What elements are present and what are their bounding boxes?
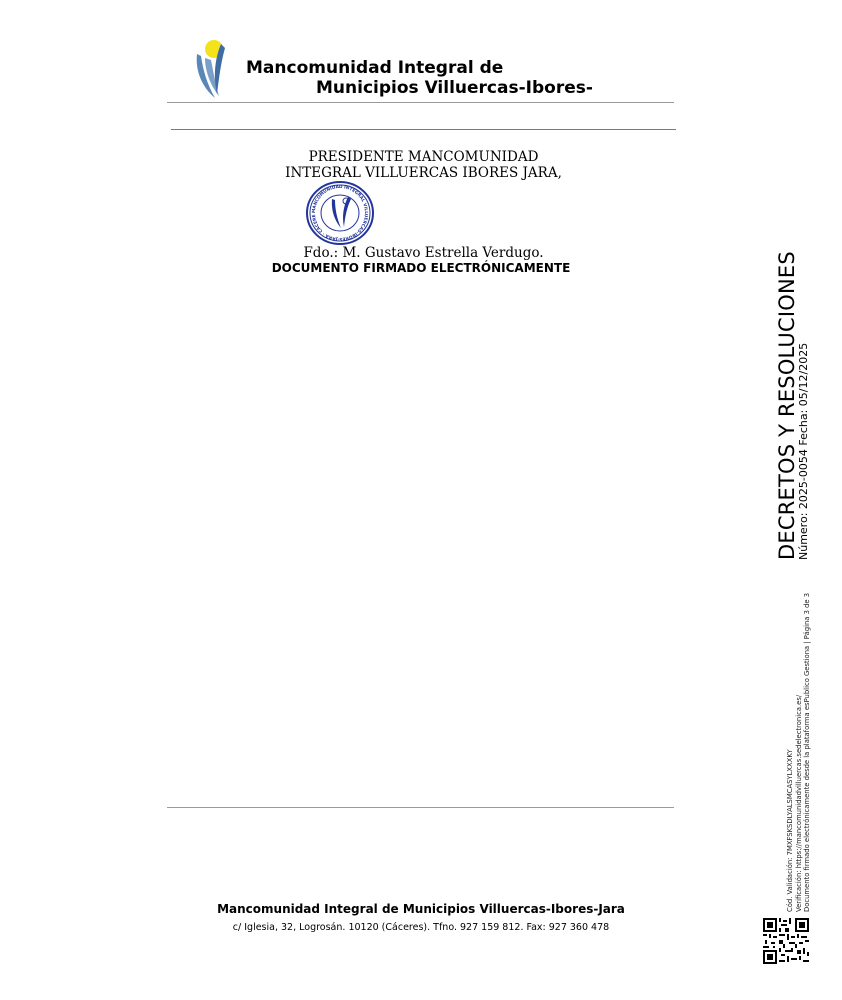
header-divider [167, 102, 674, 103]
organization-logo [191, 38, 227, 100]
register-number-date: Número: 2025-0054 Fecha: 05/12/2025 [797, 342, 810, 560]
svg-text:MANCOMUNIDAD INTEGRAL VILLUERC: MANCOMUNIDAD INTEGRAL VILLUERCAS-IBORES-JARA · CÁCERE [311, 184, 369, 242]
signer-name: Fdo.: M. Gustavo Estrella Verdugo. [303, 245, 544, 261]
footer-org-name: Mancomunidad Integral de Municipios Villuercas-Ibores-Jara [217, 902, 625, 916]
signer-title-line1: PRESIDENTE MANCOMUNIDAD [308, 149, 539, 165]
validation-info [786, 593, 812, 912]
electronic-signature-note: DOCUMENTO FIRMADO ELECTRÓNICAMENTE [271, 261, 571, 275]
signer-title-line2: INTEGRAL VILLUERCAS IBORES JARA, [285, 165, 562, 181]
qr-code [763, 918, 809, 964]
validation-code: Cód. Validación: 7MXFSKSDLYALSMCASYLXXXKY [786, 749, 794, 912]
header-org-line1: Mancomunidad Integral de [246, 58, 504, 78]
verification-url[interactable]: Verificación: https://mancomunidadvilluercas.sedelectronica.es/ [794, 694, 803, 912]
footer-divider [167, 807, 674, 808]
official-seal-stamp [304, 181, 376, 245]
footer-address: c/ Iglesia, 32, Logrosán. 10120 (Cáceres). Tfno. 927 159 812. Fax: 927 360 478 [232, 922, 610, 933]
document-divider [171, 129, 676, 130]
header-org-line2: Municipios Villuercas-Ibores- [316, 78, 593, 98]
signature-platform-note: Documento firmado electrónicamente desde la plataforma esPublico Gestiona | Página 3 de 3 [803, 592, 811, 912]
register-title: DECRETOS Y RESOLUCIONES [775, 251, 799, 560]
